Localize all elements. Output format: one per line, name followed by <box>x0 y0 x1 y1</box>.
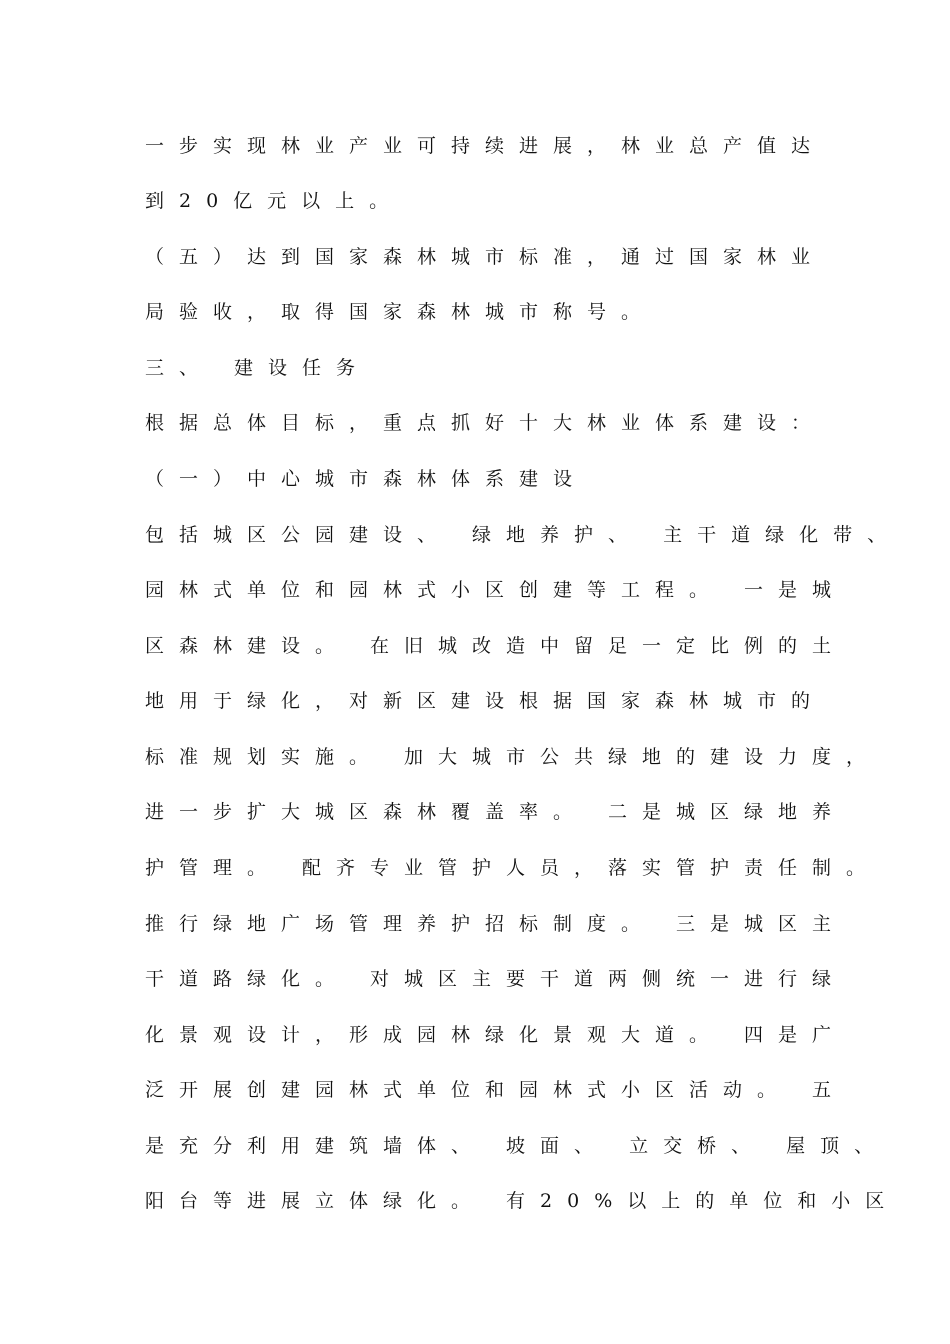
text-line: （五）达到国家森林城市标准，通过国家林业 <box>145 246 826 268</box>
text-line: 一步实现林业产业可持续进展，林业总产值达 <box>145 135 826 157</box>
text-line: 是充分利用建筑墙体、 坡面、 立交桥、 屋顶、 <box>145 1135 889 1157</box>
text-line: 园林式单位和园林式小区创建等工程。 一是城 <box>145 579 847 601</box>
text-line: 干道路绿化。 对城区主要干道两侧统一进行绿 <box>145 968 847 990</box>
text-line: 局验收，取得国家森林城市称号。 <box>145 301 656 323</box>
text-line: 区森林建设。 在旧城改造中留足一定比例的土 <box>145 635 847 657</box>
text-line: 推行绿地广场管理养护招标制度。 三是城区主 <box>145 913 847 935</box>
text-line: 泛开展创建园林式单位和园林式小区活动。 五 <box>145 1079 847 1101</box>
section-heading: 三、 建设任务 <box>145 357 371 379</box>
text-line: 标准规划实施。 加大城市公共绿地的建设力度， <box>145 746 881 768</box>
subsection-heading: （一）中心城市森林体系建设 <box>145 468 588 490</box>
text-line: 护管理。 配齐专业管护人员，落实管护责任制。 <box>145 857 881 879</box>
text-line: 地用于绿化，对新区建设根据国家森林城市的 <box>145 690 826 712</box>
text-line: 进一步扩大城区森林覆盖率。 二是城区绿地养 <box>145 801 847 823</box>
text-line: 化景观设计，形成园林绿化景观大道。 四是广 <box>145 1024 847 1046</box>
text-line: 根据总体目标，重点抓好十大林业体系建设： <box>145 412 826 434</box>
text-line: 阳台等进展立体绿化。 有20%以上的单位和小区 <box>145 1190 900 1212</box>
text-line: 包括城区公园建设、 绿地养护、 主干道绿化带、 <box>145 524 902 546</box>
text-line: 到20亿元以上。 <box>145 190 404 212</box>
